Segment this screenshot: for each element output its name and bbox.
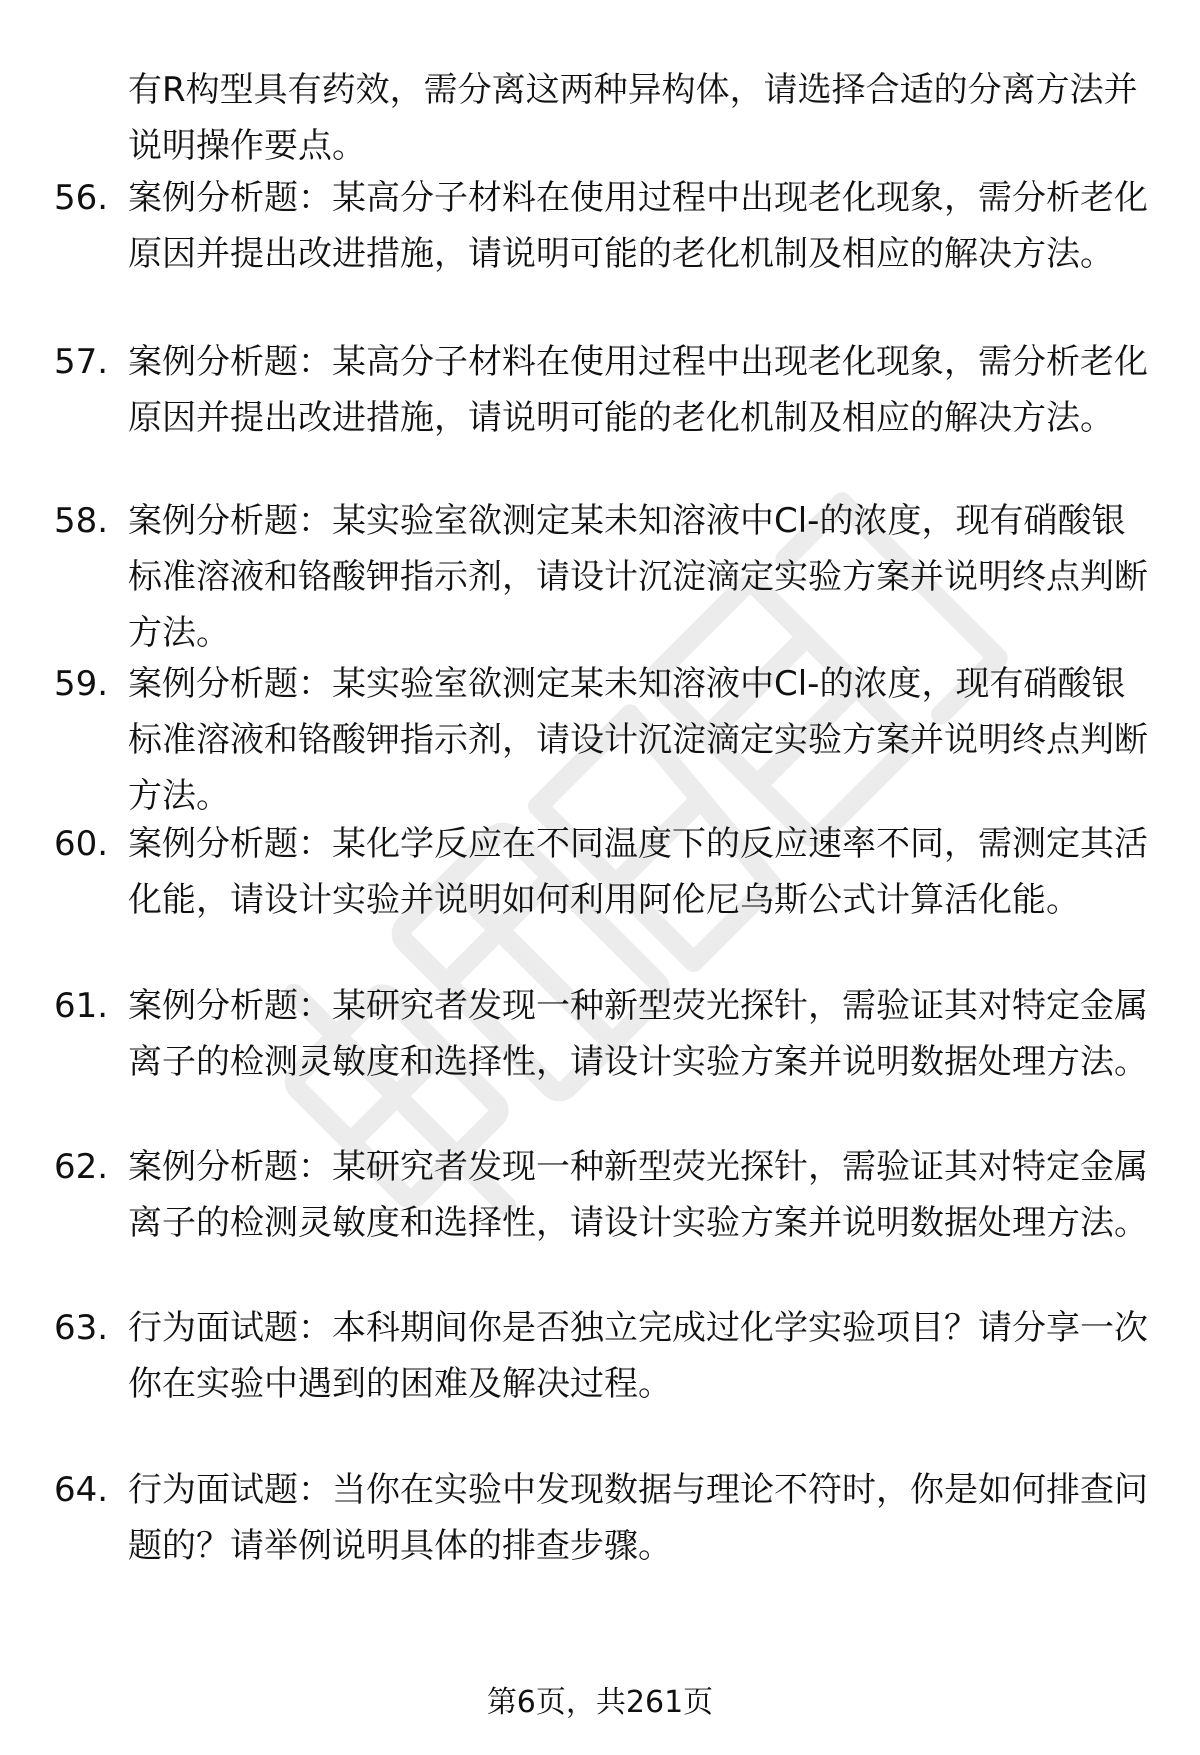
question-number: 62. [54,1147,109,1187]
question-text: 案例分析题：某高分子材料在使用过程中出现老化现象，需分析老化原因并提出改进措施，请说明可能的老化机制及相应的解决方法。 [128,342,1148,438]
page-footer: 第6页，共261页 [486,1685,714,1720]
question-number: 64. [54,1470,109,1510]
question-number: 56. [54,178,109,218]
question-text: 案例分析题：某研究者发现一种新型荧光探针，需验证其对特定金属离子的检测灵敏度和选择性，请设计实验方案并说明数据处理方法。 [128,986,1148,1082]
question-text: 案例分析题：某化学反应在不同温度下的反应速率不同，需测定其活化能，请设计实验并说明如何利用阿伦尼乌斯公式计算活化能。 [128,824,1148,920]
question-number: 60. [54,824,109,864]
question-text: 案例分析题：某高分子材料在使用过程中出现老化现象，需分析老化原因并提出改进措施，请说明可能的老化机制及相应的解决方法。 [128,178,1148,274]
question-text: 行为面试题：本科期间你是否独立完成过化学实验项目？请分享一次你在实验中遇到的困难及解决过程。 [128,1308,1148,1404]
continuation-text: 有R构型具有药效，需分离这两种异构体，请选择合适的分离方法并说明操作要点。 [128,70,1138,166]
question-text: 案例分析题：某实验室欲测定某未知溶液中Cl-的浓度，现有硝酸银标准溶液和铬酸钾指示剂，请设计沉淀滴定实验方案并说明终点判断方法。 [128,664,1148,816]
question-text: 案例分析题：某实验室欲测定某未知溶液中Cl-的浓度，现有硝酸银标准溶液和铬酸钾指示剂，请设计沉淀滴定实验方案并说明终点判断方法。 [128,501,1148,653]
question-number: 58. [54,501,109,541]
question-text: 案例分析题：某研究者发现一种新型荧光探针，需验证其对特定金属离子的检测灵敏度和选择性，请设计实验方案并说明数据处理方法。 [128,1147,1148,1243]
question-number: 57. [54,342,109,382]
question-number: 59. [54,664,109,704]
question-number: 63. [54,1308,109,1348]
question-text: 行为面试题：当你在实验中发现数据与理论不符时，你是如何排查问题的？请举例说明具体的排查步骤。 [128,1470,1148,1566]
question-number: 61. [54,986,109,1026]
